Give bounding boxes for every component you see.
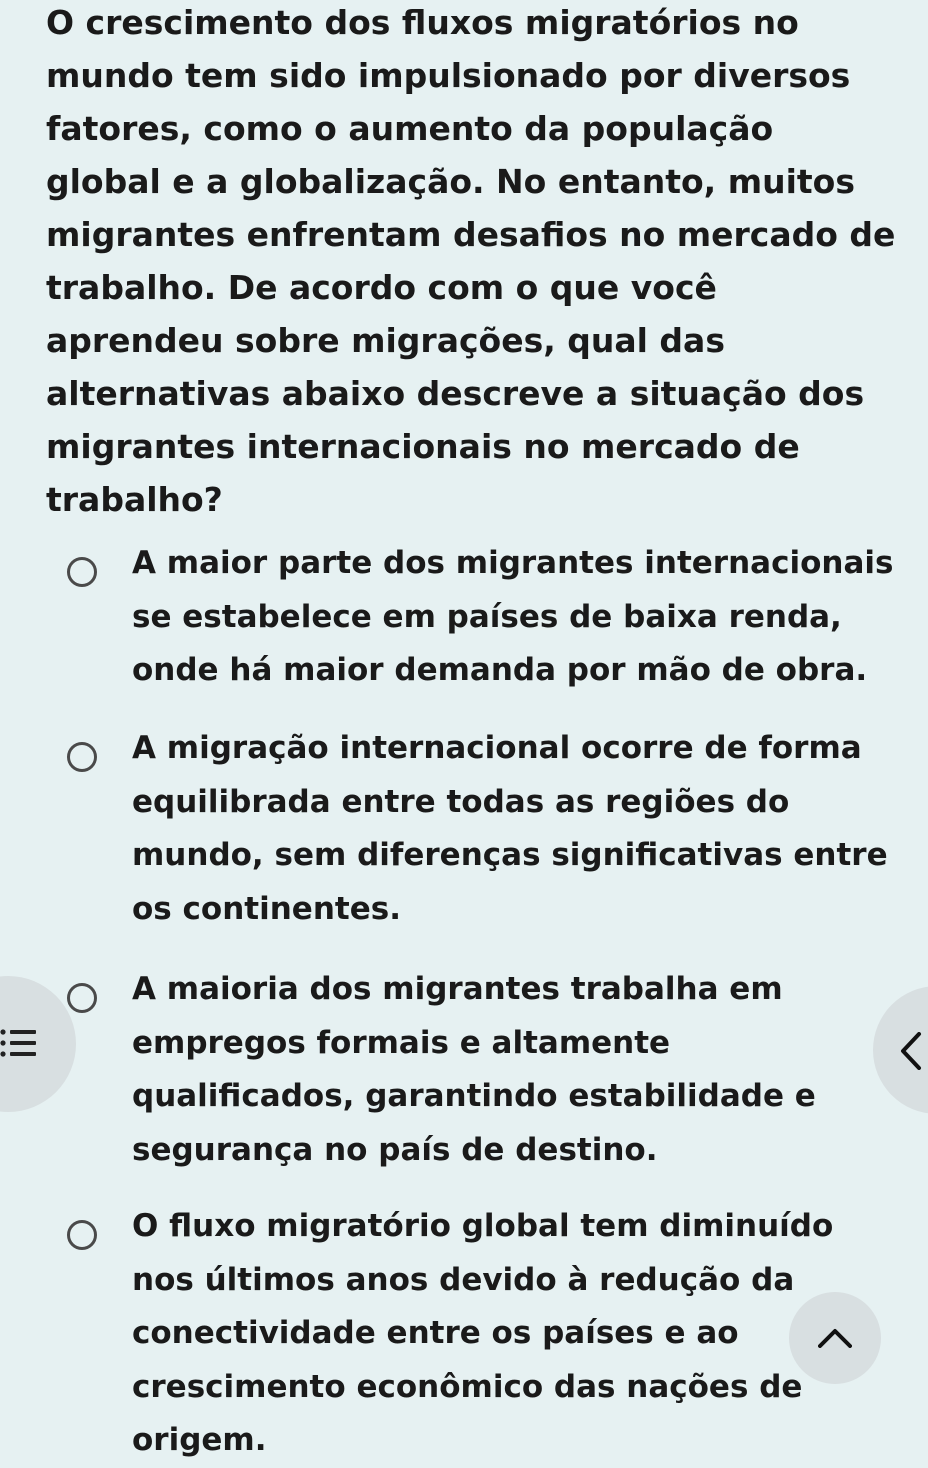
list-icon — [0, 1028, 36, 1058]
option-text: A migração internacional ocorre de forma equilibrada entre todas as regiões do mundo, sem diferenças significativas entre os continentes. — [132, 730, 888, 927]
question-text: O crescimento dos fluxos migratórios no mundo tem sido impulsionado por diversos fatores, como o aumento da população global e a globalização. No entanto, muitos migrantes enfrentam desafios no mercado de trabalho. De acordo com o que você aprendeu sobre migrações, qual das alternativas abaixo descreve a situação dos migrantes internacionais no mercado de trabalho? — [46, 3, 896, 519]
radio-button[interactable] — [67, 742, 97, 772]
scroll-up-button[interactable] — [789, 1292, 881, 1384]
option-text: A maioria dos migrantes trabalha em empregos formais e altamente qualificados, garantindo estabilidade e segurança no país de destino. — [132, 971, 816, 1168]
chevron-left-icon — [899, 1032, 923, 1070]
radio-button[interactable] — [67, 557, 97, 587]
chevron-up-icon — [818, 1328, 852, 1348]
radio-button[interactable] — [67, 1220, 97, 1250]
option-text: O fluxo migratório global tem diminuído nos últimos anos devido à redução da conectividade entre os países e ao crescimento econômico das nações de origem. — [132, 1208, 834, 1458]
radio-button[interactable] — [67, 983, 97, 1013]
option-text: A maior parte dos migrantes internacionais se estabelece em países de baixa renda, onde há maior demanda por mão de obra. — [132, 545, 894, 688]
